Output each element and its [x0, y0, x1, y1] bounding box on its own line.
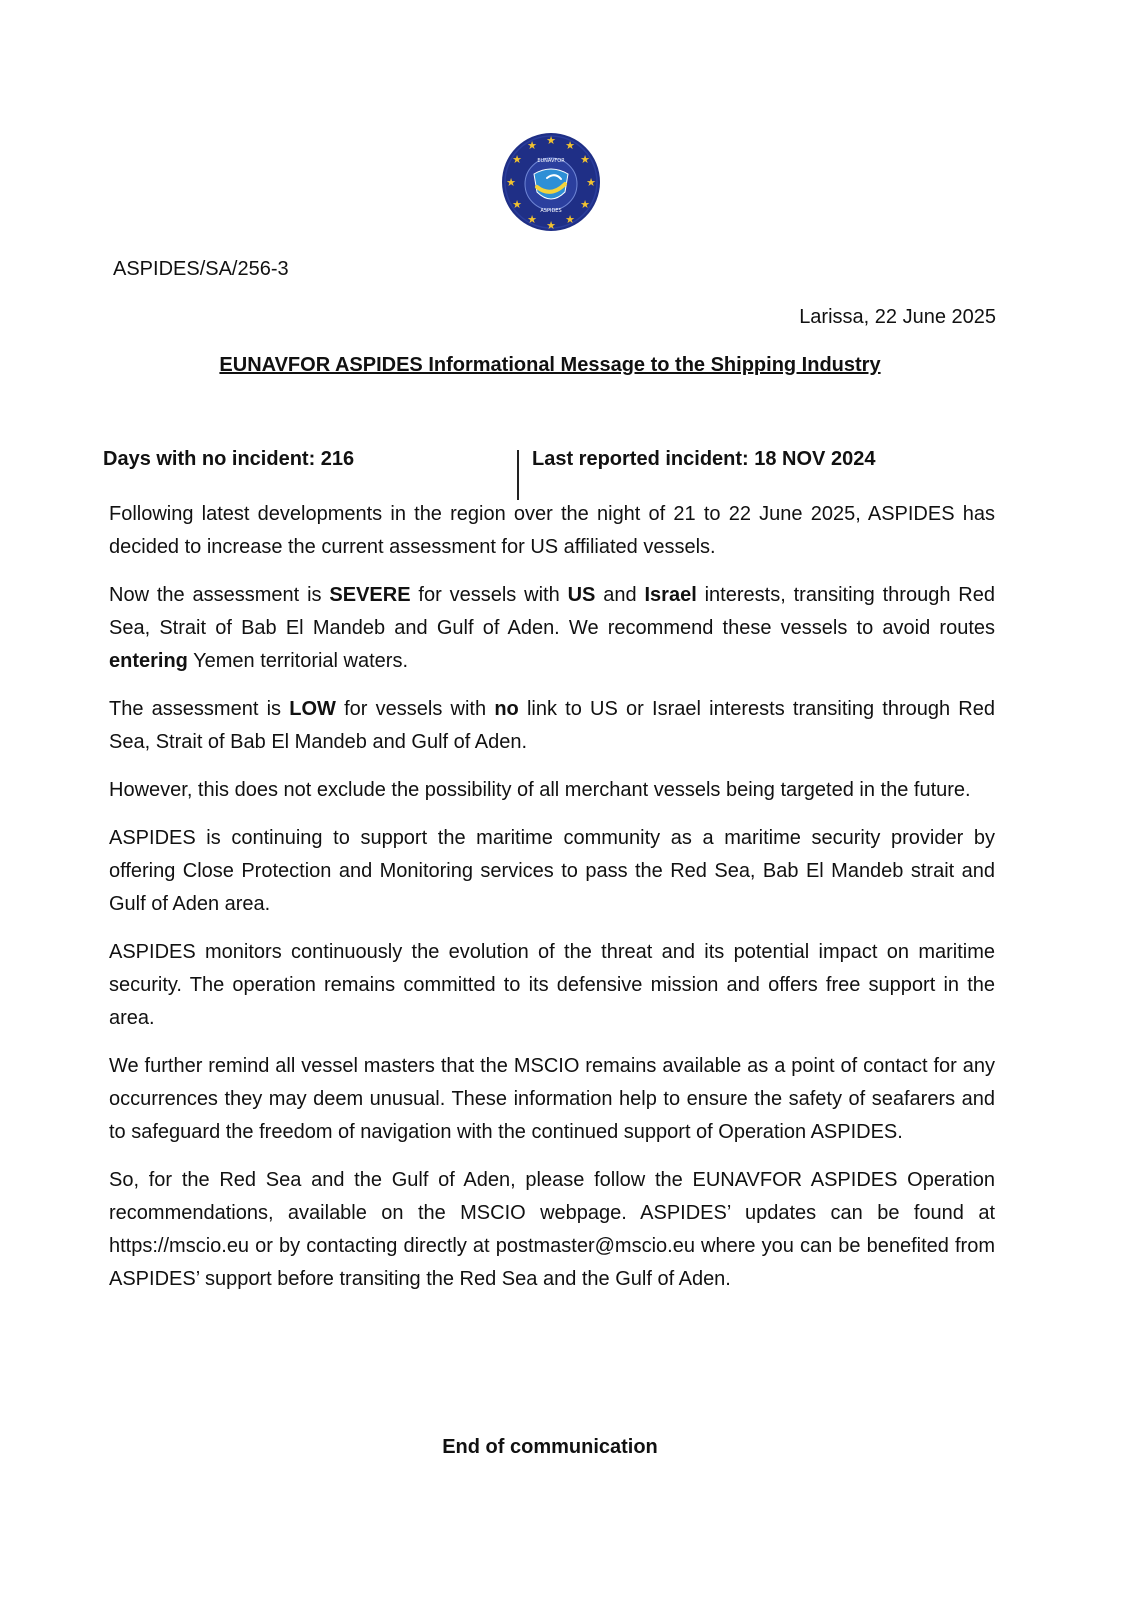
paragraph-2-text: Now the assessment is — [109, 584, 330, 606]
israel-emphasis: Israel — [644, 584, 697, 606]
svg-text:★: ★ — [565, 213, 575, 226]
paragraph-3-text: The assessment is — [109, 698, 290, 720]
paragraph-8: So, for the Red Sea and the Gulf of Aden, please follow the EUNAVFOR ASPIDES Operation recommendations, available on the MSCIO webpage. ASPIDES’ updates can be found at https://mscio.eu or by contacting directly at postmaster@mscio.eu where you can be benefited from ASPIDES’ support before transiting the Red Sea and the Gulf of Aden. — [109, 1169, 995, 1290]
paragraph-1: Following latest developments in the region over the night of 21 to 22 June 2025, ASPIDES has decided to increase the current assessment for US affiliated vessels. — [109, 503, 995, 558]
document-title: EUNAVFOR ASPIDES Informational Message to the Shipping Industry — [219, 354, 881, 376]
paragraph-2 — [109, 579, 995, 678]
paragraph-3-text: link to US or Israel interests transiting through Red Sea, Strait of Bab El Mandeb and Gulf of Aden. — [109, 698, 995, 753]
entering-emphasis: entering — [109, 650, 188, 672]
svg-text:★: ★ — [512, 198, 522, 211]
last-reported-incident: Last reported incident: 18 NOV 2024 — [532, 448, 876, 470]
status-divider — [517, 450, 519, 500]
svg-text:★: ★ — [546, 219, 556, 232]
svg-text:★: ★ — [527, 213, 537, 226]
svg-text:★: ★ — [580, 153, 590, 166]
paragraph-3-text: for vessels with — [335, 698, 495, 720]
svg-text:★: ★ — [565, 139, 575, 152]
end-of-communication: End of communication — [442, 1436, 658, 1458]
paragraph-4: However, this does not exclude the possibility of all merchant vessels being targeted in the future. — [109, 779, 971, 801]
message-body — [109, 498, 995, 1311]
svg-text:★: ★ — [580, 198, 590, 211]
paragraph-7: We further remind all vessel masters that the MSCIO remains available as a point of contact for any occurrences they may deem unusual. These information help to ensure the safety of seafarers and to safeguard the freedom of navigation with the continued support of Operation ASPIDES. — [109, 1055, 995, 1143]
paragraph-2-text: for vessels with — [410, 584, 568, 606]
low-level: LOW — [289, 698, 336, 720]
paragraph-2-text: interests, transiting through Red Sea, Strait of Bab El Mandeb and Gulf of Aden. We recommend these vessels to avoid routes — [109, 584, 995, 639]
paragraph-2-text: Yemen territorial waters. — [187, 650, 409, 672]
paragraph-6: ASPIDES monitors continuously the evolution of the threat and its potential impact on maritime security. The operation remains committed to its defensive mission and offers free support in the area. — [109, 941, 995, 1029]
paragraph-5: ASPIDES is continuing to support the maritime community as a maritime security provider by offering Close Protection and Monitoring services to pass the Red Sea, Bab El Mandeb strait and Gulf of Aden area. — [109, 827, 995, 915]
svg-text:★: ★ — [527, 139, 537, 152]
svg-text:★: ★ — [546, 134, 556, 147]
paragraph-3 — [109, 693, 995, 759]
paragraph-2-text: and — [595, 584, 645, 606]
us-emphasis: US — [567, 584, 596, 606]
svg-text:★: ★ — [506, 176, 516, 189]
svg-text:★: ★ — [512, 153, 522, 166]
place-date: Larissa, 22 June 2025 — [799, 306, 996, 328]
days-no-incident: Days with no incident: 216 — [103, 448, 355, 470]
reference-number: ASPIDES/SA/256-3 — [113, 258, 289, 280]
no-emphasis: no — [494, 698, 519, 720]
svg-text:★: ★ — [586, 176, 596, 189]
logo-text-top: EUNAVFOR — [537, 158, 565, 164]
severe-level: SEVERE — [329, 584, 411, 606]
logo-text-bottom: ASPIDES — [540, 208, 562, 214]
aspides-emblem-logo — [501, 132, 601, 232]
